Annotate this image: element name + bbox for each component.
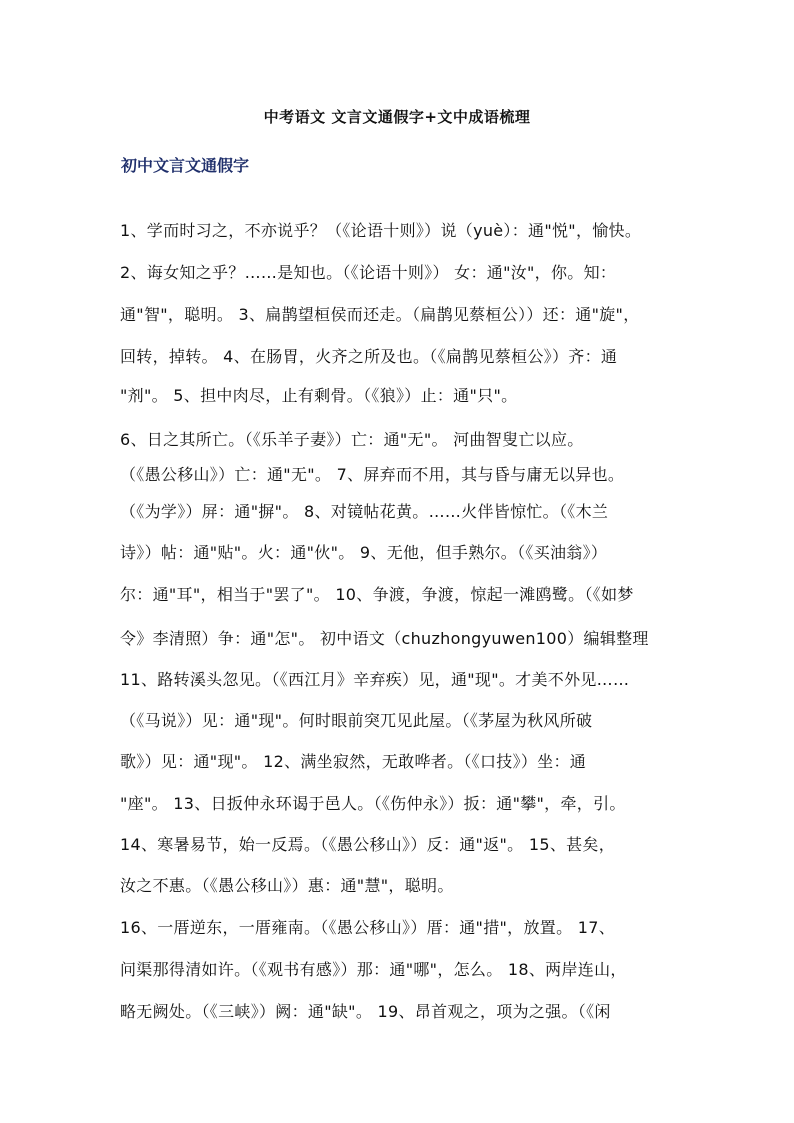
text-line: 问渠那得清如许。（《观书有感》）那：通"哪"，怎么。 18、两岸连山，: [120, 960, 627, 979]
document-title: 中考语文 文言文通假字+文中成语梳理: [263, 108, 531, 126]
text-line: 诗》）帖：通"贴"。火：通"伙"。 9、无他，但手熟尔。（《买油翁》）: [120, 543, 608, 562]
text-line: 令》李清照）争：通"怎"。 初中语文（chuzhongyuwen100）编辑整理: [120, 629, 649, 648]
text-line: 通"智"，聪明。 3、扁鹊望桓侯而还走。（扁鹊见蔡桓公））还：通"旋"，: [120, 305, 640, 324]
text-line: 尔：通"耳"，相当于"罢了"。 10、争渡，争渡，惊起一滩鸥鹭。（《如梦: [120, 585, 634, 604]
text-line: "剂"。 5、担中肉尽，止有剩骨。（《狼》）止：通"只"。: [120, 386, 518, 405]
text-line: 2、诲女知之乎？……是知也。（《论语十则》） 女：通"汝"，你。知：: [120, 263, 617, 282]
text-line: （《为学》）屏：通"摒"。 8、对镜帖花黄。……火伴皆惊忙。（《木兰: [120, 502, 609, 521]
text-line: 16、一厝逆东，一厝雍南。（《愚公移山》）厝：通"措"，放置。 17、: [120, 918, 616, 937]
text-line: （《愚公移山》）亡：通"无"。 7、屏弃而不用，其与昏与庸无以异也。: [120, 465, 625, 484]
text-line: 11、路转溪头忽见。（《西江月》辛弃疾）见，通"现"。才美不外见……: [120, 670, 630, 689]
text-line: 略无阙处。（《三峡》）阙：通"缺"。 19、昂首观之，项为之强。（《闲: [120, 1002, 611, 1021]
text-line: 汝之不惠。（《愚公移山》）惠：通"慧"，聪明。: [120, 876, 454, 895]
text-line: "座"。 13、日扳仲永环谒于邑人。（《伤仲永》）扳：通"攀"，牵，引。: [120, 794, 626, 813]
section-heading: 初中文言文通假字: [121, 156, 250, 175]
text-line: 1、学而时习之，不亦说乎？（《论语十则》）说（yuè）：通"悦"，愉快。: [120, 221, 642, 240]
text-line: （《马说》）见：通"现"。何时眼前突兀见此屋。（《茅屋为秋风所破: [120, 711, 593, 730]
text-line: 6、日之其所亡。（《乐羊子妻》）亡：通"无"。 河曲智叟亡以应。: [120, 430, 584, 449]
text-line: 回转，掉转。 4、在肠胃，火齐之所及也。（《扁鹊见蔡桓公》）齐：通: [120, 347, 618, 366]
text-line: 歌》）见：通"现"。 12、满坐寂然，无敢哗者。（《口技》）坐：通: [120, 752, 587, 771]
text-line: 14、寒暑易节，始一反焉。（《愚公移山》）反：通"返"。 15、甚矣，: [120, 835, 616, 854]
